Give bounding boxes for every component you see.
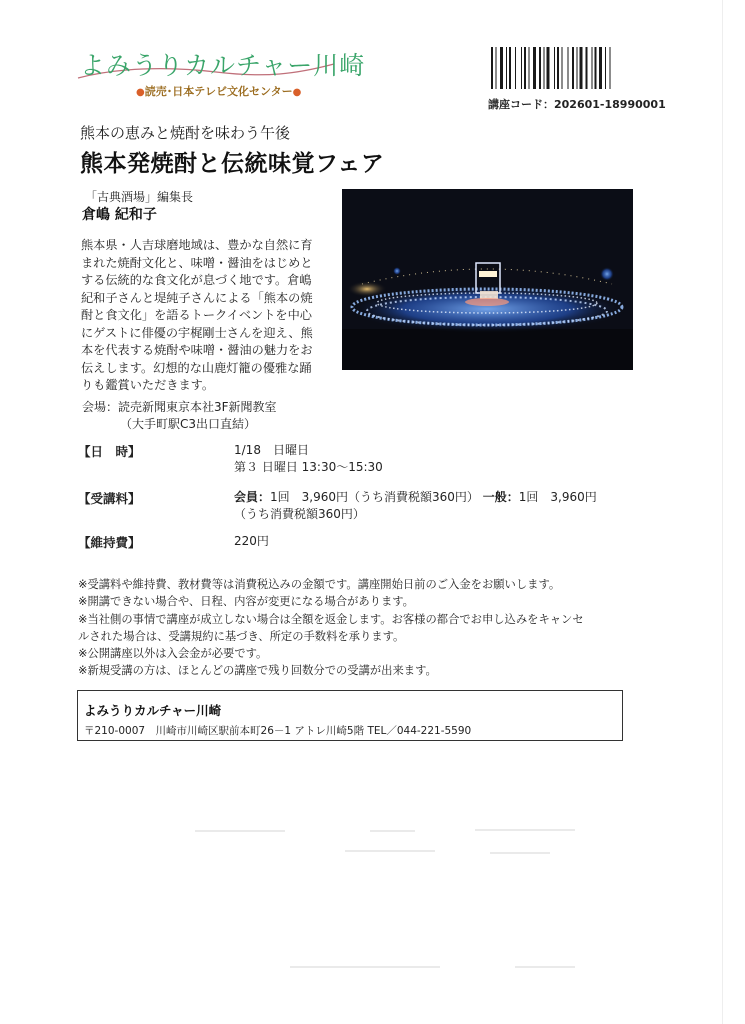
barcode-bar bbox=[557, 47, 559, 89]
scan-noise bbox=[370, 830, 415, 832]
barcode-bar bbox=[577, 47, 578, 89]
event-description bbox=[81, 237, 343, 395]
venue bbox=[82, 399, 277, 433]
date-line: 1/18 日曜日 bbox=[234, 443, 309, 457]
speaker-name: 倉嶋 紀和子 bbox=[82, 207, 157, 223]
fee-tax-note: （うち消費税額360円） bbox=[234, 507, 365, 521]
logo-text: よみうりカルチャー川崎 bbox=[80, 51, 366, 80]
logo bbox=[76, 46, 366, 102]
notes bbox=[78, 576, 638, 680]
note-line: ルされた場合は、受講規約に基づき、所定の手数料を承ります。 bbox=[78, 629, 405, 643]
logo-subtitle bbox=[136, 83, 301, 99]
note-line: ※開講できない場合や、日程、内容が変更になる場合があります。 bbox=[78, 595, 414, 609]
barcode-bar bbox=[509, 47, 511, 89]
barcode-bar bbox=[605, 47, 606, 89]
logo-subtitle-text: 読売･日本テレビ文化センター bbox=[144, 85, 293, 98]
venue-access: （大手町駅C3出口直結） bbox=[120, 417, 257, 431]
course-code: 講座コード：202601-18990001 bbox=[488, 98, 666, 111]
description-line: 伝えします。幻想的な山鹿灯籠の優雅な踊 bbox=[81, 360, 312, 375]
footer-org-name: よみうりカルチャー川崎 bbox=[84, 703, 222, 718]
barcode-bar bbox=[568, 47, 569, 89]
event-title: 熊本発焼酎と伝統味覚フェア bbox=[80, 151, 385, 177]
barcode-bar bbox=[521, 47, 522, 89]
barcode-bar bbox=[595, 47, 597, 89]
scan-noise bbox=[515, 966, 575, 968]
maintenance-fee-label: 【維持費】 bbox=[78, 535, 141, 550]
bullet-icon: ● bbox=[136, 87, 145, 98]
footer-address: 〒210-0007 川崎市川崎区駅前本町26－1 アトレ川崎5階 TEL／044-221-5590 bbox=[84, 725, 472, 737]
fee-member-value: 1回 3,960円（うち消費税額360円） bbox=[270, 490, 479, 504]
barcode-bar bbox=[586, 47, 588, 89]
description-line: 酎と食文化」を語るトークイベントを中心 bbox=[81, 308, 312, 322]
description-line: 本を代表する焼酎や味噌・醤油の魅力をお bbox=[81, 343, 313, 357]
scan-noise bbox=[290, 966, 440, 968]
description-line: りも鑑賞いただきます。 bbox=[81, 378, 215, 392]
barcode-bar bbox=[515, 47, 516, 89]
bullet-icon: ● bbox=[292, 87, 302, 98]
barcode-bar bbox=[524, 47, 526, 89]
description-line: 熊本県・人吉球磨地域は、豊かな自然に育 bbox=[81, 238, 313, 252]
fee-general-label: 一般： bbox=[482, 490, 519, 504]
description-line: する伝統的な食文化が息づく地です。倉嶋 bbox=[81, 273, 312, 287]
barcode-bar bbox=[599, 47, 602, 89]
fee-value bbox=[234, 489, 597, 523]
barcode-bar bbox=[539, 47, 541, 89]
barcode-bar bbox=[506, 47, 507, 89]
barcode-bar bbox=[562, 47, 563, 89]
date-label: 【日 時】 bbox=[78, 444, 141, 459]
scan-noise bbox=[195, 830, 285, 832]
date-value bbox=[234, 442, 383, 476]
barcode-bar bbox=[580, 47, 583, 89]
scan-page-edge bbox=[722, 0, 723, 1024]
speaker-role: 「古典酒場」編集長 bbox=[85, 190, 194, 204]
fee-member-label: 会員： bbox=[234, 490, 271, 504]
description-line: 紀和子さんと堤純子さんによる「熊本の焼 bbox=[81, 290, 313, 305]
fee-general-value: 1回 3,960円 bbox=[518, 490, 597, 504]
barcode-bar bbox=[496, 47, 497, 89]
barcode-bar bbox=[554, 47, 555, 89]
scan-noise bbox=[345, 850, 435, 852]
barcode bbox=[491, 47, 647, 89]
fee-label: 【受講料】 bbox=[78, 491, 141, 506]
scan-noise bbox=[475, 829, 575, 831]
barcode-bar bbox=[500, 47, 503, 89]
barcode-bar bbox=[592, 47, 593, 89]
note-line: ※公開講座以外は入会金が必要です。 bbox=[78, 647, 268, 661]
barcode-bar bbox=[533, 47, 536, 89]
barcode-bar bbox=[610, 47, 611, 89]
scan-noise bbox=[490, 852, 550, 854]
description-line: にゲストに俳優の宇梶剛士さんを迎え、熊 bbox=[81, 325, 313, 340]
description-line: まれた焼酎文化と、味噌・醤油をはじめと bbox=[81, 255, 313, 270]
note-line: ※新規受講の方は、ほとんどの講座で残り回数分での受講が出来ます。 bbox=[78, 664, 437, 678]
note-line: ※当社側の事情で講座が成立しない場合は全額を返金します。お客様の都合でお申し込みをキャンセ bbox=[78, 612, 584, 626]
event-photo bbox=[342, 189, 633, 370]
maintenance-fee-value: 220円 bbox=[234, 534, 269, 548]
barcode-bar bbox=[572, 47, 574, 89]
venue-line: 会場：読売新聞東京本社3F新聞教室 bbox=[82, 400, 277, 414]
barcode-bar bbox=[529, 47, 530, 89]
contact-box bbox=[77, 690, 623, 741]
barcode-bar bbox=[547, 47, 550, 89]
barcode-bar bbox=[491, 47, 493, 89]
note-line: ※受講料や維持費、教材費等は消費税込みの金額です。講座開始日前のご入金をお願いします。 bbox=[78, 578, 561, 591]
event-subtitle: 熊本の恵みと焼酎を味わう午後 bbox=[80, 124, 291, 142]
barcode-bar bbox=[544, 47, 545, 89]
time-line: 第３ 日曜日 13:30～15:30 bbox=[234, 460, 383, 474]
